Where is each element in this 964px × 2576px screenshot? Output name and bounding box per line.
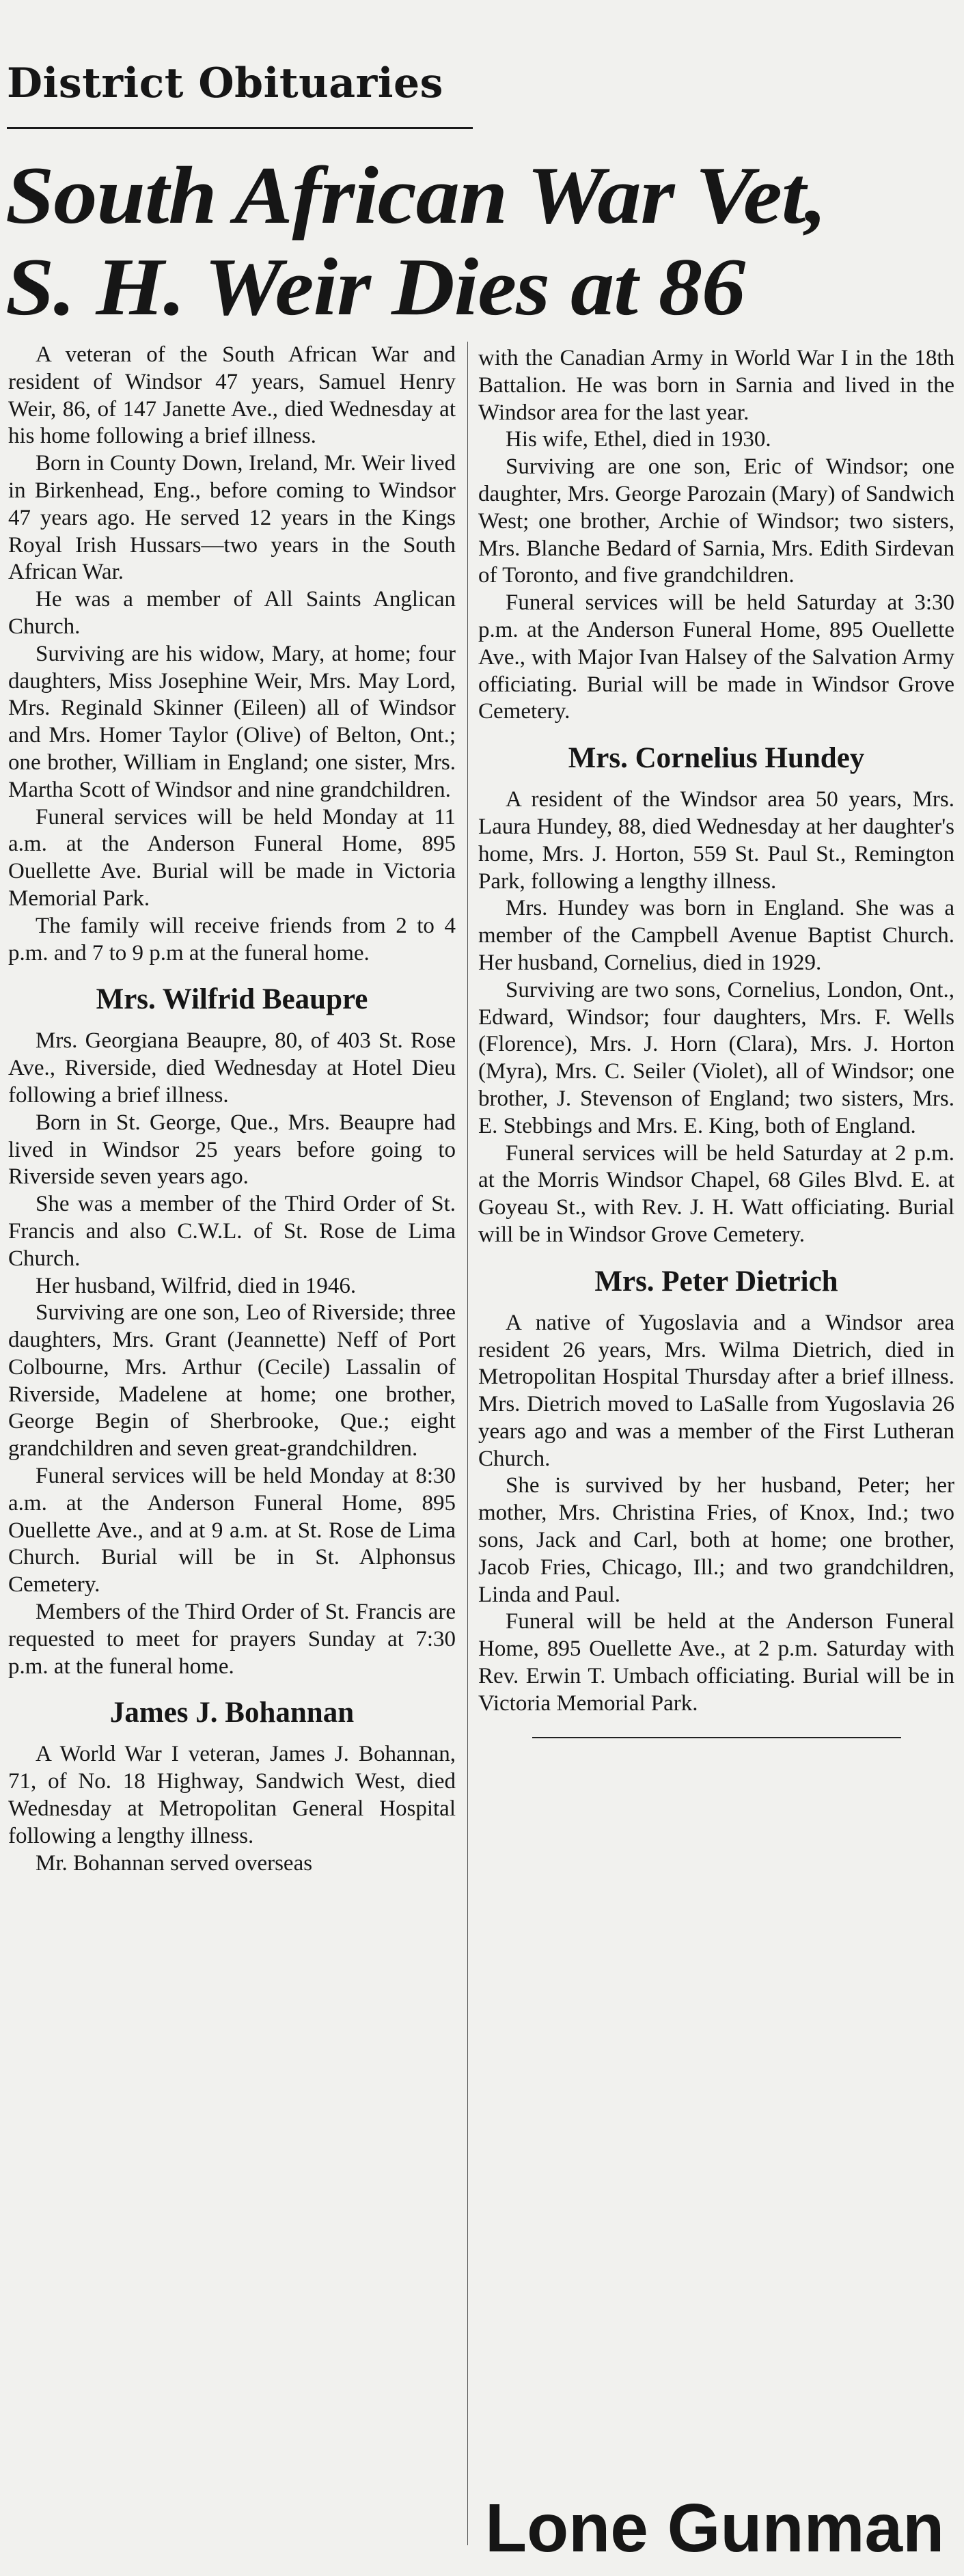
subheading-dietrich: Mrs. Peter Dietrich (594, 1265, 838, 1298)
paragraph: A native of Yugoslavia and a Windsor area resident 26 years, Mrs. Wilma Dietrich, died in Metropolitan Hospital Thursday after a brief illness. Mrs. Dietrich moved to LaSalle from Yugoslavia 26 years ago and was a member of the First Lutheran Church. (478, 1310, 954, 1471)
left-column (8, 342, 456, 1877)
column-divider (467, 342, 468, 2545)
paragraph: The family will receive friends from 2 to 4 p.m. and 7 to 9 p.m at the funeral home. (8, 913, 456, 965)
paragraph: Surviving are one son, Eric of Windsor; one daughter, Mrs. George Parozain (Mary) of Sandwich West; one brother, Archie of Windsor; two sisters, Mrs. Blanche Bedard of Sarnia, Mrs. Edith Sirdevan of Toronto, and five grandchildren. (478, 454, 954, 588)
section-rule (7, 127, 473, 129)
paragraph: Mrs. Hundey was born in England. She was a member of the Campbell Avenue Baptist Church. Her husband, Cornelius, died in 1929. (478, 896, 954, 975)
right-column (478, 345, 954, 1738)
paragraph: with the Canadian Army in World War I in the 18th Battalion. He was born in Sarnia and lived in the Windsor area for the last year. (478, 346, 954, 425)
bohannan-continued (478, 345, 954, 726)
headline-line-1: South African War Vet, (5, 150, 827, 241)
paragraph: She was a member of the Third Order of St. Francis and also C.W.L. of St. Rose de Lima Church. (8, 1192, 456, 1271)
paragraph: Funeral services will be held Saturday at 2 p.m. at the Morris Windsor Chapel, 68 Giles Blvd. E. at Goyeau St., with Rev. J. H. Watt officiating. Burial will be in Windsor Grove Cemetery. (478, 1140, 954, 1247)
paragraph: A veteran of the South African War and resident of Windsor 47 years, Samuel Henry Weir, 86, of 147 Janette Ave., died Wednesday at his home following a brief illness. (8, 342, 456, 449)
paragraph: Mr. Bohannan served overseas (36, 1850, 313, 1876)
paragraph: Funeral services will be held Monday at 11 a.m. at the Anderson Funeral Home, 895 Ouellette Ave. Burial will be made in Victoria Memorial Park. (8, 804, 456, 911)
headline-line-2: S. H. Weir Dies at 86 (5, 241, 745, 332)
paragraph: She is survived by her husband, Peter; her mother, Mrs. Christina Fries, of Knox, Ind.; two sons, Jack and Carl, both at home; one brother, Jacob Fries, Chicago, Ill.; and two grandchildren, Linda and Paul. (478, 1473, 954, 1607)
subheading-bohannan: James J. Bohannan (109, 1697, 355, 1729)
dietrich-obituary (478, 1267, 954, 1718)
paragraph: Surviving are his widow, Mary, at home; four daughters, Miss Josephine Weir, Mrs. May Lord, Mrs. Reginald Skinner (Eileen) all of Windsor and Mrs. Homer Taylor (Olive) of Belton, Ont.; one brother, William in England; one sister, Mrs. Martha Scott of Windsor and nine grandchildren. (8, 641, 456, 802)
paragraph: Funeral will be held at the Anderson Funeral Home, 895 Ouellette Ave., at 2 p.m. Saturday with Rev. Erwin T. Umbach officiating. Burial will be in Victoria Memorial Park. (478, 1609, 954, 1716)
paragraph: Mrs. Georgiana Beaupre, 80, of 403 St. Rose Ave., Riverside, died Wednesday at Hotel Dieu following a brief illness. (8, 1028, 456, 1108)
paragraph: Born in St. George, Que., Mrs. Beaupre had lived in Windsor 25 years before going to Riverside seven years ago. (8, 1110, 456, 1190)
paragraph: His wife, Ethel, died in 1930. (506, 427, 771, 452)
paragraph: Surviving are two sons, Cornelius, London, Ont., Edward, Windsor; four daughters, Mrs. F. Wells (Florence), Mrs. J. Horn (Clara), Mrs. J. Horton (Myra), Mrs. C. Seiler (Violet), all of Windsor; one brother, J. Stevenson of England; two sisters, Mrs. E. Stebbings and Mrs. E. King, both of England. (478, 977, 954, 1138)
next-article-headline: Lone Gunman (485, 2490, 945, 2566)
section-label: District Obituaries (7, 59, 443, 107)
paragraph: A resident of the Windsor area 50 years, Mrs. Laura Hundey, 88, died Wednesday at her daughter's home, Mrs. J. Horton, 559 St. Paul St., Remington Park, following a lengthy illness. (478, 787, 954, 894)
bohannan-obituary (8, 1698, 456, 1877)
paragraph: Surviving are one son, Leo of Riverside; three daughters, Mrs. Grant (Jeannette) Neff of Port Colbourne, Mrs. Arthur (Cecile) Lassalin of Riverside, Madelene at home; one brother, George Begin of Sherbrooke, Que.; eight grandchildren and seven great-grandchildren. (8, 1300, 456, 1462)
paragraph: He was a member of All Saints Anglican Church. (8, 587, 456, 639)
weir-obituary (8, 342, 456, 967)
paragraph: A World War I veteran, James J. Bohannan, 71, of No. 18 Highway, Sandwich West, died Wednesday at Metropolitan General Hospital following a lengthy illness. (8, 1742, 456, 1848)
paragraph: Her husband, Wilfrid, died in 1946. (36, 1273, 357, 1298)
paragraph: Born in County Down, Ireland, Mr. Weir lived in Birkenhead, Eng., before coming to Windsor 47 years ago. He served 12 years in the Kings Royal Irish Hussars—two years in the South African War. (8, 451, 456, 585)
end-rule (532, 1737, 901, 1738)
subheading-beaupre: Mrs. Wilfrid Beaupre (96, 983, 368, 1016)
hundey-obituary (478, 743, 954, 1249)
paragraph: Funeral services will be held Monday at 8:30 a.m. at the Anderson Funeral Home, 895 Ouellette Ave., and at 9 a.m. at St. Rose de Lima Church. Burial will be in St. Alphonsus Cemetery. (8, 1464, 456, 1598)
paragraph: Members of the Third Order of St. Francis are requested to meet for prayers Sunday at 7:30 p.m. at the funeral home. (8, 1600, 456, 1679)
subheading-hundey: Mrs. Cornelius Hundey (568, 742, 865, 775)
beaupre-obituary (8, 985, 456, 1680)
paragraph: Funeral services will be held Saturday at 3:30 p.m. at the Anderson Funeral Home, 895 Ouellette Ave., with Major Ivan Halsey of the Salvation Army officiating. Burial will be made in Windsor Grove Cemetery. (478, 590, 954, 724)
